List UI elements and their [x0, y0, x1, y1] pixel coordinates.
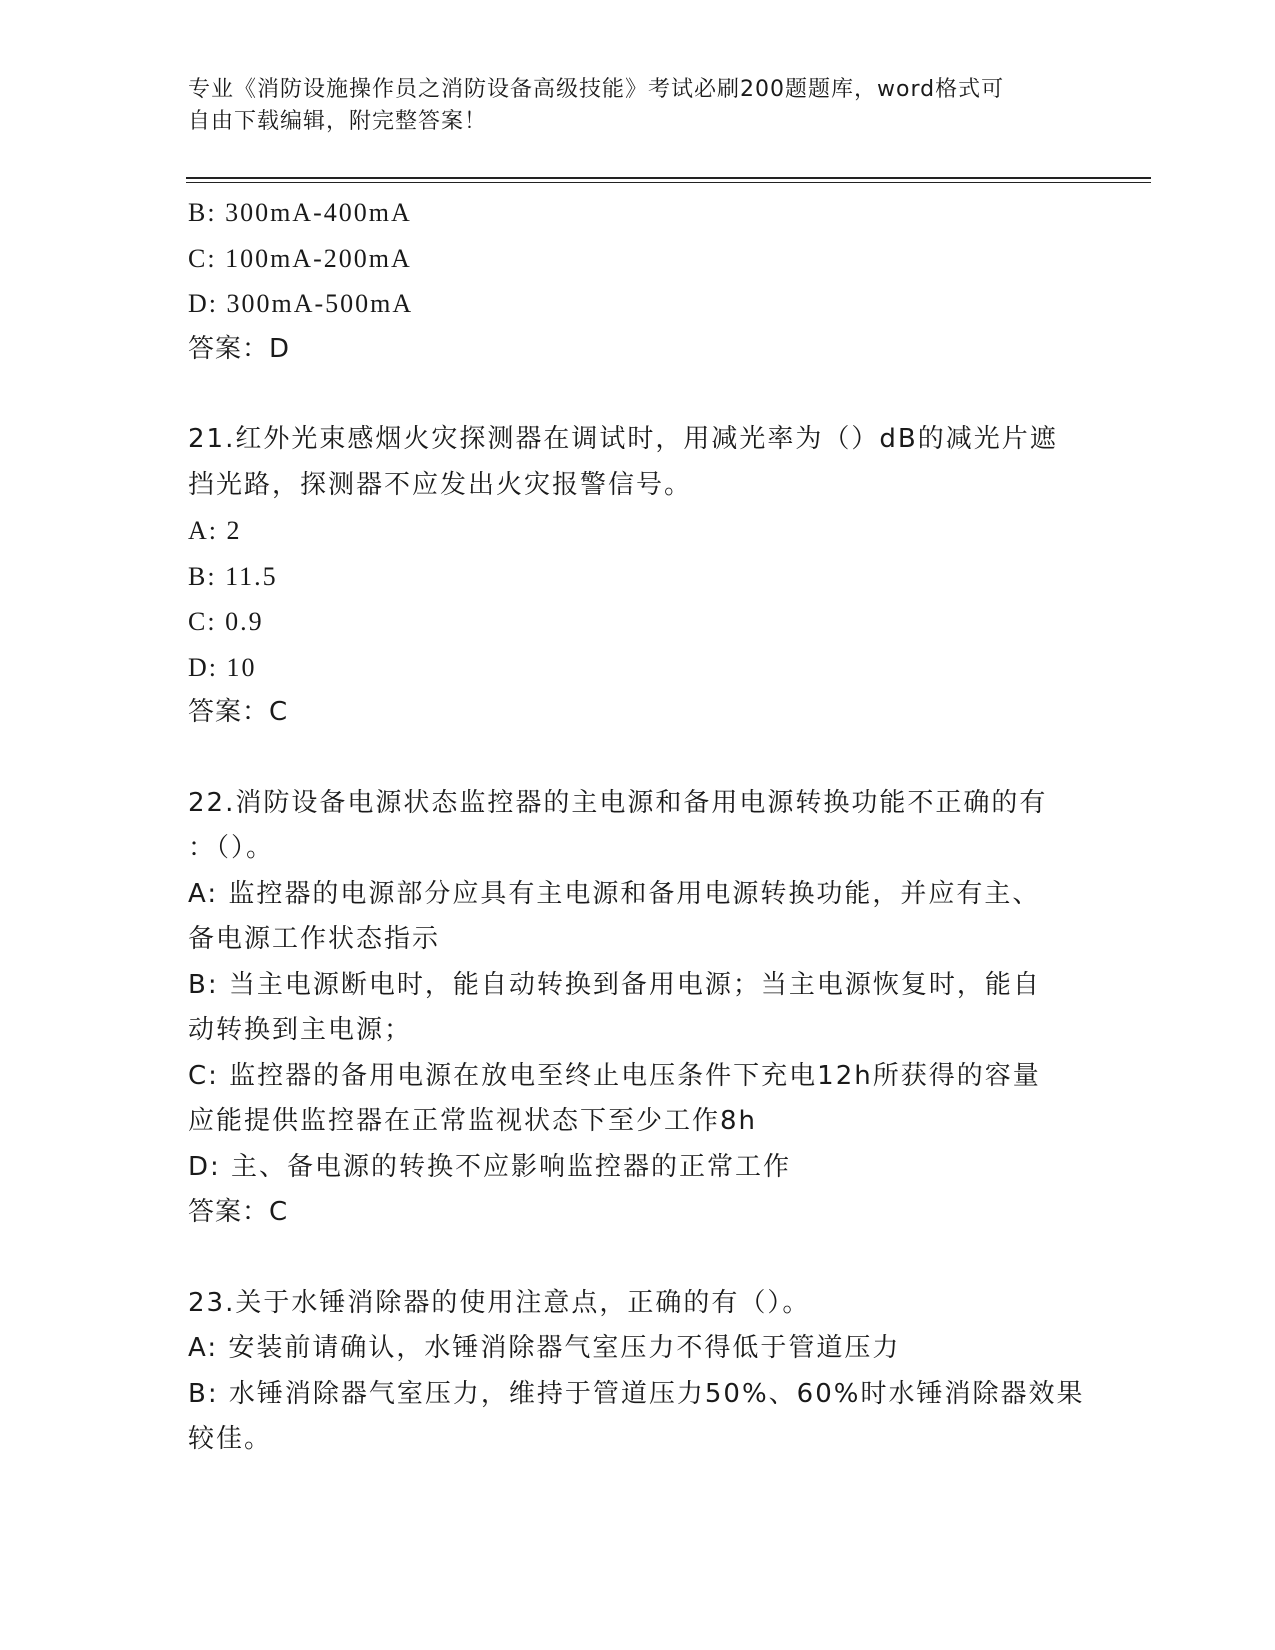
option-line: B: 11.5	[188, 561, 278, 591]
option-line: D: 300mA-500mA	[188, 289, 414, 318]
header-line-2: 自由下载编辑，附完整答案！	[188, 109, 488, 134]
option-line: 较佳。	[188, 1424, 273, 1454]
answer-line: 答案：C	[188, 1197, 289, 1227]
header-line-1: 专业《消防设施操作员之消防设备高级技能》考试必刷200题题库，word格式可	[188, 77, 1005, 102]
option-line: C: 0.9	[188, 607, 264, 636]
question-text: 23.关于水锤消除器的使用注意点，正确的有（）。	[188, 1287, 811, 1318]
header-rule-thin	[186, 182, 1151, 183]
page-header	[188, 74, 1088, 138]
option-line: 备电源工作状态指示	[188, 924, 441, 954]
option-line: A: 安装前请确认，水锤消除器气室压力不得低于管道压力	[188, 1333, 901, 1363]
answer-line: 答案：D	[188, 333, 291, 364]
option-line: D: 10	[188, 652, 257, 682]
option-line: A: 监控器的电源部分应具有主电源和备用电源转换功能，并应有主、	[188, 878, 1041, 909]
option-line: D: 主、备电源的转换不应影响监控器的正常工作	[188, 1151, 792, 1182]
option-line: A: 2	[188, 516, 242, 545]
header-rule-thick	[186, 177, 1151, 179]
option-line: C: 100mA-200mA	[188, 243, 412, 273]
option-line: B: 水锤消除器气室压力，维持于管道压力50%、60%时水锤消除器效果	[188, 1378, 1085, 1409]
question-text: 22.消防设备电源状态监控器的主电源和备用电源转换功能不正确的有	[188, 787, 1048, 818]
document-body	[188, 190, 1088, 1463]
question-text: 21.红外光束感烟火灾探测器在调试时，用减光率为（）dB的减光片遮	[188, 424, 1058, 454]
question-text: 挡光路，探测器不应发出火灾报警信号。	[188, 469, 693, 500]
option-line: B: 300mA-400mA	[188, 198, 412, 227]
answer-line: 答案：C	[188, 697, 289, 727]
option-line: C: 监控器的备用电源在放电至终止电压条件下充电12h所获得的容量	[188, 1060, 1041, 1091]
question-text: ：（）。	[188, 833, 275, 863]
option-line: 应能提供监控器在正常监视状态下至少工作8h	[188, 1106, 758, 1136]
option-line: B: 当主电源断电时，能自动转换到备用电源；当主电源恢复时，能自	[188, 969, 1041, 1000]
option-line: 动转换到主电源；	[188, 1015, 413, 1045]
